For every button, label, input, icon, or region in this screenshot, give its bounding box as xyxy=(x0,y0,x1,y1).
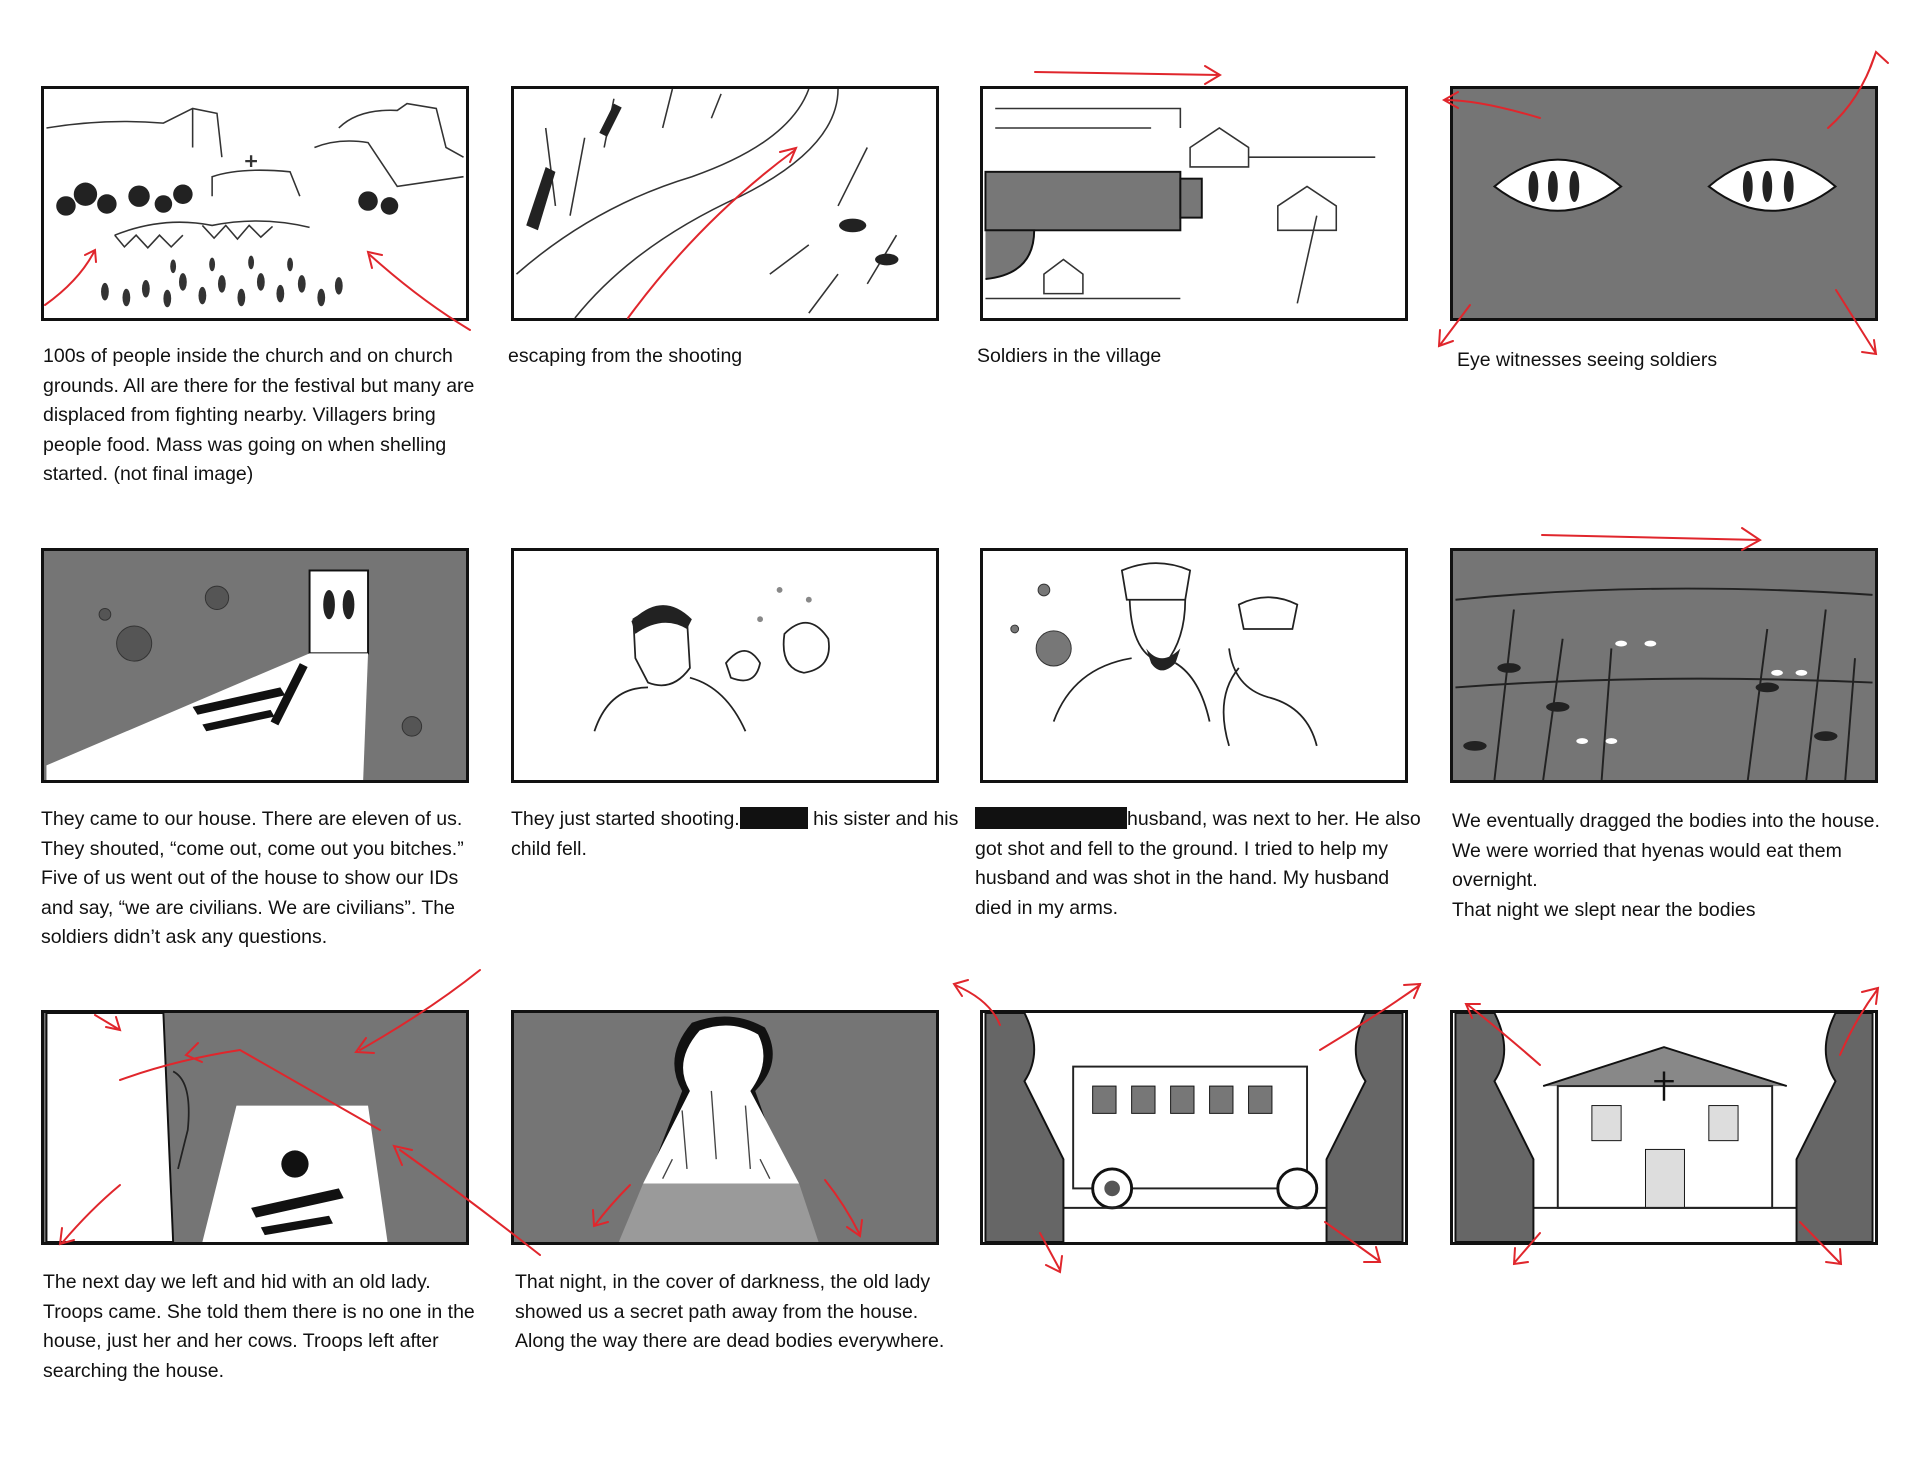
caption-line: Along the way there are dead bodies everywhere. xyxy=(515,1330,945,1352)
panel-man-portrait xyxy=(511,548,939,783)
panel-escape-path xyxy=(511,86,939,321)
panel-house-doorway xyxy=(41,548,469,783)
caption-hiding-old-lady xyxy=(43,1268,493,1386)
caption-text: Eye witnesses seeing soldiers xyxy=(1457,349,1718,371)
panel-hiding-old-lady xyxy=(41,1010,469,1245)
panel-soldiers-village xyxy=(980,86,1408,321)
caption-before: They just started shooting. xyxy=(511,808,740,830)
caption-after: husband, was next to her. He also got shot and fell to the ground. I tried to help my husband and was shot in the hand. My husband died in my arms. xyxy=(975,808,1421,919)
sketch-church-crowd xyxy=(44,89,466,318)
caption-after: his sister and his child fell. xyxy=(511,808,959,860)
caption-man-portrait xyxy=(511,805,961,864)
sketch-bodies-bushes xyxy=(1453,551,1875,780)
panel-church-crowd xyxy=(41,86,469,321)
panel-couple-crowns xyxy=(980,548,1408,783)
panel-bodies-bushes xyxy=(1450,548,1878,783)
caption-text xyxy=(511,805,961,864)
sketch-eye-witnesses xyxy=(1453,89,1875,318)
caption-soldiers-village xyxy=(977,342,1427,372)
caption-eye-witnesses xyxy=(1457,346,1907,376)
panel-bus-view xyxy=(980,1010,1408,1245)
panel-keyhole-path xyxy=(511,1010,939,1245)
caption-escape-path xyxy=(508,342,958,372)
caption-house-doorway xyxy=(41,805,486,953)
sketch-couple-crowns xyxy=(983,551,1405,780)
caption-bodies-bushes xyxy=(1452,807,1902,925)
redaction-box xyxy=(740,807,808,829)
caption-text xyxy=(975,805,1425,923)
caption-line: That night, in the cover of darkness, the old lady showed us a secret path away from the house. xyxy=(515,1271,931,1323)
sketch-house-doorway xyxy=(44,551,466,780)
sketch-escape-path xyxy=(514,89,936,318)
caption-couple-crowns xyxy=(975,805,1425,923)
caption-text: They came to our house. There are eleven of us. They shouted, “come out, come out you bitches.” Five of us went out of the house to show our IDs and say, “we are civilians. We are civilians”. The soldiers didn’t ask any questions. xyxy=(41,808,464,948)
sketch-keyhole-path xyxy=(514,1013,936,1242)
panel-church-view xyxy=(1450,1010,1878,1245)
sketch-soldiers-village xyxy=(983,89,1405,318)
caption-line: That night we slept near the bodies xyxy=(1452,898,1756,921)
caption-keyhole-path xyxy=(515,1268,965,1357)
panel-eye-witnesses xyxy=(1450,86,1878,321)
sketch-man-portrait xyxy=(514,551,936,780)
caption-church-crowd xyxy=(43,342,488,490)
caption-line: We eventually dragged the bodies into the house. We were worried that hyenas would eat them overnight. xyxy=(1452,810,1880,891)
sketch-hiding-old-lady xyxy=(44,1013,466,1242)
caption-text: 100s of people inside the church and on church grounds. All are there for the festival but many are displaced from fighting nearby. Villagers bring people food. Mass was going on when shelling started. (not final image) xyxy=(43,345,475,485)
caption-text: escaping from the shooting xyxy=(508,345,743,367)
sketch-bus-view xyxy=(983,1013,1405,1242)
caption-text: Soldiers in the village xyxy=(977,345,1162,367)
sketch-church-view xyxy=(1453,1013,1875,1242)
redaction-box xyxy=(975,807,1127,829)
caption-text: The next day we left and hid with an old lady. Troops came. She told them there is no one in the house, just her and her cows. Troops left after searching the house. xyxy=(43,1271,475,1382)
